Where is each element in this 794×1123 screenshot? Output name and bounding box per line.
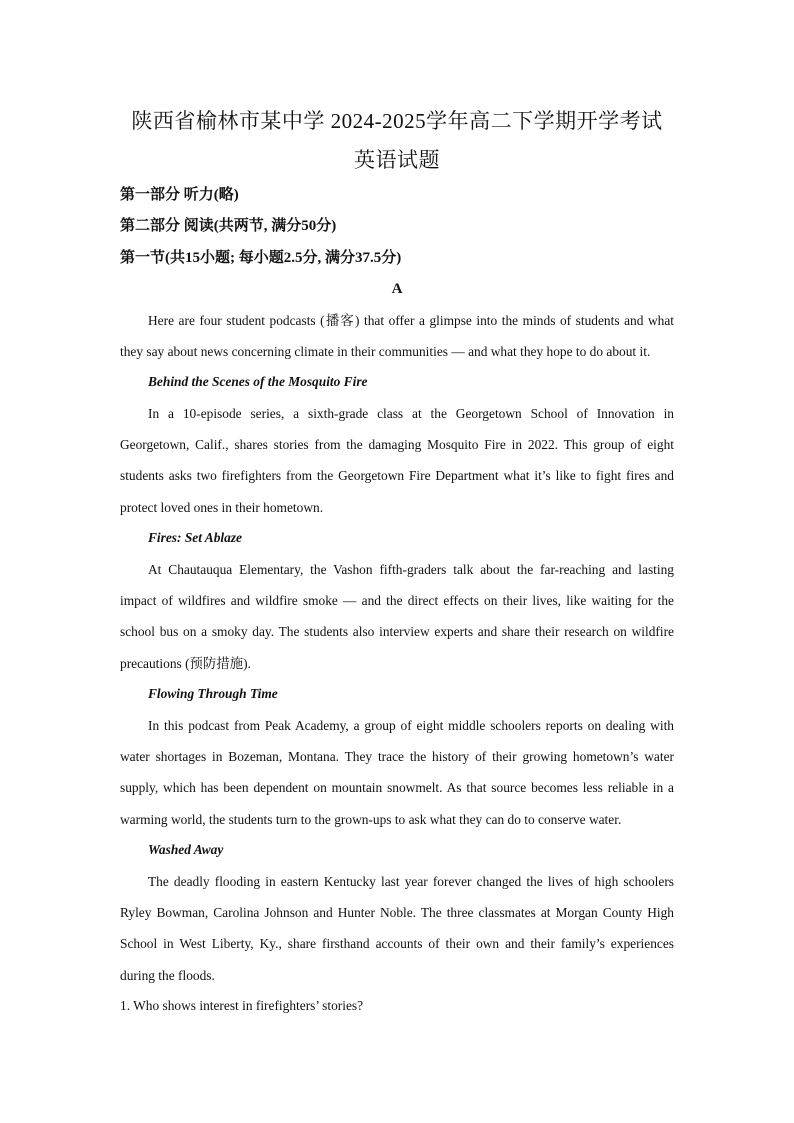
podcast-heading: Flowing Through Time: [148, 686, 278, 701]
podcast-description: The deadly flooding in eastern Kentucky last year forever changed the lives of high schoolers Ryley Bowman, Carolina Johnson and Hunter Noble. The three classmates at Morgan County High School in West Liberty, Ky., share firsthand accounts of their own and their family’s experiences during the floods.: [120, 874, 674, 983]
part-two-heading: 第二部分 阅读(共两节, 满分50分): [120, 218, 337, 234]
document-title: 陕西省榆林市某中学 2024-2025学年高二下学期开学考试: [131, 109, 663, 133]
podcast-heading: Fires: Set Ablaze: [148, 530, 242, 545]
document-subtitle: 英语试题: [354, 148, 440, 172]
passage-intro: Here are four student podcasts (播客) that offer a glimpse into the minds of students and what they say about news concerning climate in their communities — and what they hope to do about it.: [120, 313, 674, 360]
section-one-heading: 第一节(共15小题; 每小题2.5分, 满分37.5分): [120, 250, 402, 266]
podcast-heading: Behind the Scenes of the Mosquito Fire: [148, 374, 368, 389]
podcast-heading: Washed Away: [148, 842, 224, 857]
question-1: 1. Who shows interest in firefighters’ stories?: [120, 998, 364, 1013]
podcast-description: In this podcast from Peak Academy, a group of eight middle schoolers reports on dealing with water shortages in Bozeman, Montana. They trace the history of their growing hometown’s water supply, which has been dependent on mountain snowmelt. As that source becomes less reliable in a warming world, the students turn to the grown-ups to ask what they can do to conserve water.: [120, 718, 674, 827]
passage-letter: A: [391, 281, 403, 297]
part-one-heading: 第一部分 听力(略): [120, 187, 239, 203]
podcast-description: In a 10-episode series, a sixth-grade class at the Georgetown School of Innovation in Georgetown, Calif., shares stories from the damaging Mosquito Fire in 2022. This group of eight students asks two firefighters from the Georgetown Fire Department what it’s like to fight fires and protect loved ones in their hometown.: [120, 406, 674, 515]
podcast-description: At Chautauqua Elementary, the Vashon fifth-graders talk about the far-reaching and lasting impact of wildfires and wildfire smoke — and the direct effects on their lives, like waiting for the school bus on a smoky day. The students also interview experts and share their research on wildfire precautions (预防措施).: [120, 562, 674, 671]
